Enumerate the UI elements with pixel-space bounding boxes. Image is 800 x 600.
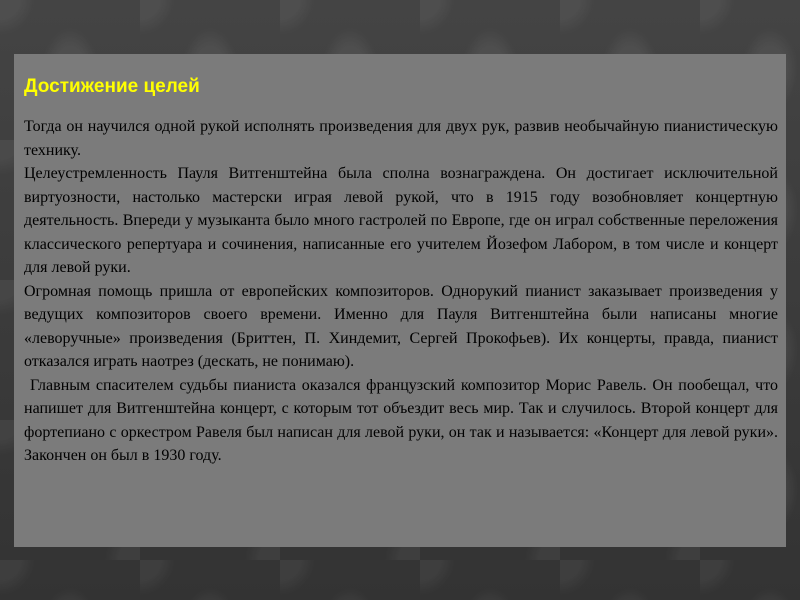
paragraph-4: Главным спасителем судьбы пианиста оказался французский композитор Морис Равель. Он пообещал, что напишет для Витгенштейна концерт, с которым тот объездит весь мир. Так и случилось. Второй концерт для фортепиано с оркестром Равеля был написан для левой руки, он так и называется: «Концерт для левой руки». Закончен он был в 1930 году. <box>24 376 778 464</box>
paragraph-3: Огромная помощь пришла от европейских композиторов. Однорукий пианист заказывает произведения у ведущих композиторов своего времени. Именно для Пауля Витгенштейна были написаны многие «леворучные» произведения (Бриттен, П. Хиндемит, Сергей Прокофьев). Их концерты, правда, пианист отказался играть наотрез (дескать, не понимаю). <box>24 282 778 370</box>
content-panel <box>14 54 786 547</box>
body-text <box>24 115 778 468</box>
slide-title: Достижение целей <box>24 76 200 97</box>
paragraph-2: Целеустремленность Пауля Витгенштейна была сполна вознаграждена. Он достигает исключительной виртуозности, настолько мастерски играя левой рукой, что в 1915 году возобновляет концертную деятельность. Впереди у музыканта было много гастролей по Европе, где он играл собственные переложения классического репертуара и сочинения, написанные его учителем Йозефом Лабором, в том числе и концерт для левой руки. <box>24 165 778 276</box>
paragraph-1: Тогда он научился одной рукой исполнять произведения для двух рук, развив необычайную пианистическую технику. <box>24 118 778 159</box>
